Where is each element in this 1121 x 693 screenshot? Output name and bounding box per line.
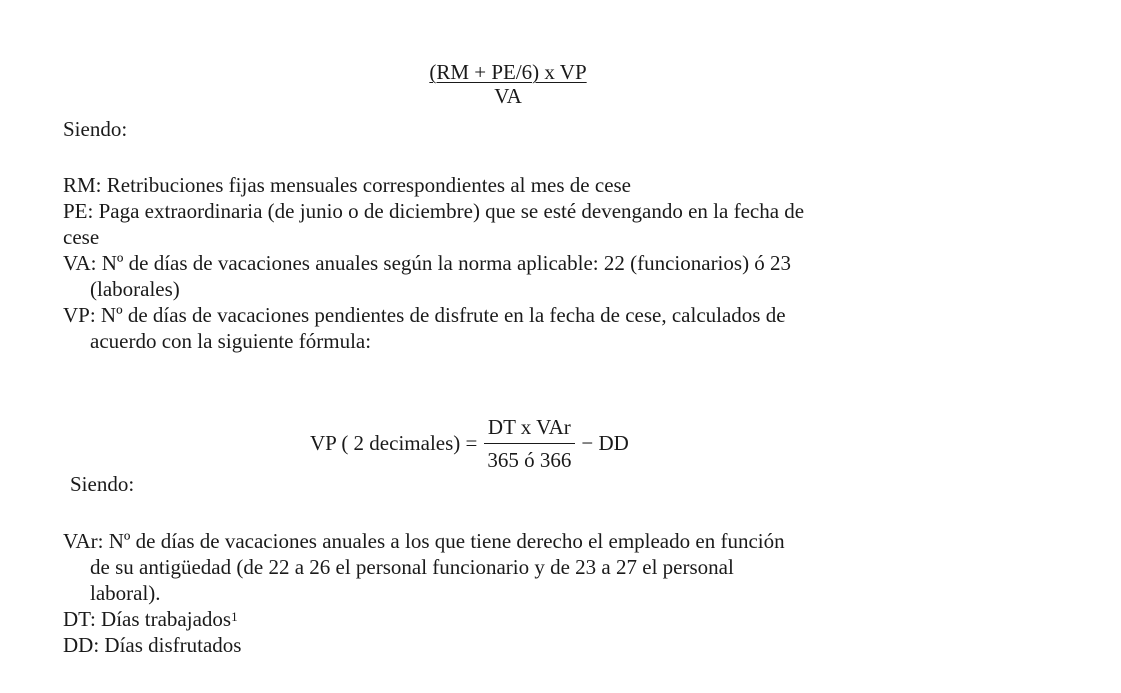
main-formula: [413, 60, 603, 108]
siendo-label-1: Siendo:: [63, 117, 128, 141]
definition-rm: RM: Retribuciones fijas mensuales correspondientes al mes de cese: [63, 173, 632, 197]
main-formula-numerator: (RM + PE/6) x VP: [429, 60, 587, 84]
vp-formula: [310, 408, 629, 478]
vp-formula-numerator: DT x VAr: [484, 414, 575, 444]
definition-pe-line2: cese: [63, 225, 100, 249]
definition-var-line3: laboral).: [90, 581, 161, 605]
definition-dd: DD: Días disfrutados: [63, 633, 242, 657]
definition-var-line2: de su antigüedad (de 22 a 26 el personal funcionario y de 23 a 27 el personal: [90, 555, 734, 579]
main-formula-denominator: VA: [494, 84, 522, 108]
vp-formula-fraction: [483, 414, 575, 473]
definition-dt: [63, 607, 238, 631]
definition-va-line2: (laborales): [90, 277, 180, 301]
definition-va-line1: VA: Nº de días de vacaciones anuales según la norma aplicable: 22 (funcionarios) ó 23: [63, 251, 792, 275]
vp-formula-lhs: VP ( 2 decimales) =: [310, 430, 478, 455]
definition-pe-line1: PE: Paga extraordinaria (de junio o de diciembre) que se esté devengando en la fecha de: [63, 199, 805, 223]
definition-vp-line1: VP: Nº de días de vacaciones pendientes de disfrute en la fecha de cese, calculados de: [63, 303, 786, 327]
definition-vp-line2: acuerdo con la siguiente fórmula:: [90, 329, 372, 353]
vp-formula-denominator: 365 ó 366: [487, 447, 572, 472]
siendo-label-2: Siendo:: [70, 472, 135, 496]
definition-var-line1: VAr: Nº de días de vacaciones anuales a los que tiene derecho el empleado en función: [63, 529, 785, 553]
vp-formula-rhs: − DD: [581, 430, 629, 455]
definition-dt-text: DT: Días trabajados: [63, 607, 232, 631]
footnote-marker: 1: [231, 609, 238, 624]
